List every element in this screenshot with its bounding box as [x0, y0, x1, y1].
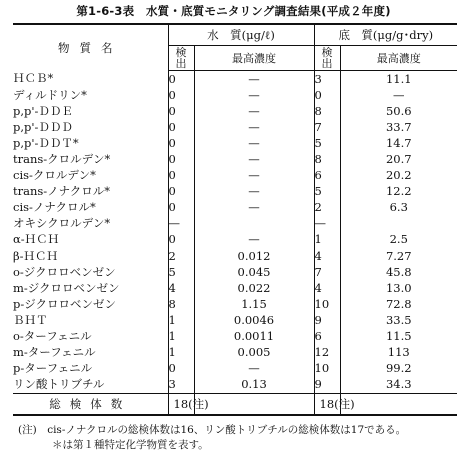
water-max-conc: — [194, 361, 314, 377]
water-detected: 0 [168, 71, 194, 88]
table-row [13, 312, 457, 328]
sediment-max-conc: 72.8 [385, 296, 412, 311]
sediment-detected: 7 [314, 119, 340, 135]
total-samples-label: 総検体数 [13, 393, 168, 415]
sediment-detected: 4 [314, 248, 340, 264]
water-detected: 0 [168, 135, 194, 151]
water-max-conc: 0.012 [194, 248, 314, 264]
substance-name: ＨＣＢ* [13, 71, 168, 88]
sediment-detected: 9 [314, 312, 340, 328]
sediment-detected: 6 [314, 329, 340, 345]
sediment-detected-header [314, 46, 340, 71]
sediment-max-conc: 20.2 [385, 168, 412, 183]
water-max-conc: — [194, 135, 314, 151]
water-quality-header: 水 質(μg/ℓ) [168, 24, 314, 46]
sediment-detected: 6 [314, 168, 340, 184]
water-detected-label-1: 検 [175, 46, 187, 59]
sediment-max-conc: 33.7 [385, 119, 412, 134]
table-caption: 第1-6-3表 水質・底質モニタリング調査結果(平成２年度) [76, 4, 391, 18]
substance-name: trans-ノナクロル* [13, 184, 168, 200]
water-max-conc: — [194, 87, 314, 103]
substance-name: p,p'-ＤＤＴ* [13, 135, 168, 151]
water-detected: 3 [168, 377, 194, 394]
substance-name: β-ＨＣＨ [13, 248, 168, 264]
table-row [13, 119, 457, 135]
table-row [13, 200, 457, 216]
sediment-max-conc: 99.2 [385, 361, 412, 376]
table-row [13, 184, 457, 200]
water-detected: — [168, 216, 194, 232]
water-max-conc: — [194, 168, 314, 184]
substance-name: o-ジクロロベンゼン [13, 264, 168, 280]
sediment-max-conc: 6.3 [389, 200, 408, 215]
sediment-detected: 12 [314, 345, 340, 361]
sediment-detected: 10 [314, 361, 340, 377]
substance-header: 物質名 [13, 24, 168, 71]
water-max-conc: — [194, 184, 314, 200]
sediment-detected: 5 [314, 184, 340, 200]
total-sediment-samples: 18(注) [314, 393, 340, 415]
water-detected: 0 [168, 168, 194, 184]
water-max-conc: 0.045 [194, 264, 314, 280]
water-detected: 0 [168, 232, 194, 248]
water-max-conc: 0.0011 [194, 329, 314, 345]
sediment-detected: 8 [314, 103, 340, 119]
table-row [13, 345, 457, 361]
table-notes [18, 423, 406, 453]
total-water-samples: 18(注) [168, 393, 194, 415]
table-row [13, 377, 457, 394]
water-max-conc: — [194, 151, 314, 167]
table-row [13, 280, 457, 296]
sediment-max-conc: 11.1 [385, 71, 412, 86]
sediment-max-conc: 45.8 [385, 264, 412, 279]
sediment-detected: 2 [314, 200, 340, 216]
note-line-1: (注) cis-ノナクロルの総検体数は16、リン酸トリブチルの総検体数は17である。 [18, 424, 407, 436]
water-detected: 0 [168, 87, 194, 103]
sediment-max-conc: 2.5 [389, 232, 408, 247]
substance-name: m-ジクロロベンゼン [13, 280, 168, 296]
table-row [13, 361, 457, 377]
table-row [13, 87, 457, 103]
sediment-max-conc: 34.3 [385, 377, 412, 392]
water-max-conc: — [194, 71, 314, 88]
sediment-max-conc: 7.27 [385, 248, 412, 263]
water-max-conc: — [194, 119, 314, 135]
substance-name: o-ターフェニル [13, 329, 168, 345]
substance-name: p,p'-ＤＤＤ [13, 119, 168, 135]
table-row [13, 71, 457, 88]
water-max-conc: 0.005 [194, 345, 314, 361]
sediment-detected: 1 [314, 232, 340, 248]
sediment-header: 底 質(μg/g･dry) [314, 24, 457, 46]
water-detected: 1 [168, 345, 194, 361]
water-detected-label-2: 出 [175, 57, 187, 70]
substance-name: cis-クロルデン* [13, 168, 168, 184]
water-detected: 0 [168, 151, 194, 167]
substance-name: trans-クロルデン* [13, 151, 168, 167]
table-row [13, 135, 457, 151]
sediment-detected: 10 [314, 296, 340, 312]
water-detected-header [168, 46, 194, 71]
water-max-conc: — [194, 103, 314, 119]
water-max-conc: 0.13 [194, 377, 314, 394]
water-max-conc: 0.0046 [194, 312, 314, 328]
sediment-detected: 3 [314, 71, 340, 88]
table-row [13, 103, 457, 119]
water-max-conc [194, 216, 314, 232]
sediment-max-conc: 50.6 [385, 103, 412, 118]
sediment-detected: 7 [314, 264, 340, 280]
substance-name: リン酸トリブチル [13, 377, 168, 394]
water-detected: 1 [168, 312, 194, 328]
water-max-conc: — [194, 232, 314, 248]
sediment-detected: — [314, 216, 340, 232]
sediment-max-conc: 13.0 [385, 280, 412, 295]
monitoring-results-table [13, 23, 457, 416]
substance-name: α-ＨＣＨ [13, 232, 168, 248]
substance-name: p-ジクロロベンゼン [13, 296, 168, 312]
water-max-conc: 1.15 [194, 296, 314, 312]
water-detected: 1 [168, 329, 194, 345]
table-row [13, 168, 457, 184]
table-row [13, 329, 457, 345]
table-row [13, 296, 457, 312]
note-line-2: ＊は第１種特定化学物質を表す。 [52, 439, 209, 451]
water-detected: 8 [168, 296, 194, 312]
sediment-detected: 5 [314, 135, 340, 151]
sediment-max-conc: 113 [387, 345, 410, 360]
substance-name: オキシクロルデン* [13, 216, 168, 232]
water-detected: 0 [168, 184, 194, 200]
table-body [13, 71, 457, 394]
table-row [13, 216, 457, 232]
table-row [13, 264, 457, 280]
water-detected: 2 [168, 248, 194, 264]
substance-name: m-ターフェニル [13, 345, 168, 361]
sediment-detected: 0 [314, 87, 340, 103]
sediment-max-conc: 12.2 [385, 184, 412, 199]
sediment-max-conc [340, 216, 457, 232]
sediment-max-conc: 14.7 [385, 135, 412, 150]
water-detected: 0 [168, 119, 194, 135]
table-row [13, 151, 457, 167]
sediment-detected-label-1: 検 [321, 46, 333, 59]
sediment-detected-label-2: 出 [321, 57, 333, 70]
substance-name: p-ターフェニル [13, 361, 168, 377]
substance-name: p,p'-ＤＤＥ [13, 103, 168, 119]
substance-name: ＢＨＴ [13, 312, 168, 328]
water-detected: 4 [168, 280, 194, 296]
total-sediment-empty [340, 393, 457, 415]
sediment-max-conc: — [393, 87, 405, 102]
water-max-conc: 0.022 [194, 280, 314, 296]
water-detected: 0 [168, 361, 194, 377]
water-detected: 0 [168, 200, 194, 216]
water-max-conc-header: 最高濃度 [194, 46, 314, 71]
sediment-detected: 4 [314, 280, 340, 296]
total-water-empty [194, 393, 314, 415]
table-row [13, 232, 457, 248]
sediment-max-conc: 33.5 [385, 312, 412, 327]
sediment-detected: 8 [314, 151, 340, 167]
sediment-max-conc: 11.5 [385, 329, 412, 344]
sediment-detected: 9 [314, 377, 340, 394]
water-max-conc: — [194, 200, 314, 216]
substance-name: cis-ノナクロル* [13, 200, 168, 216]
sediment-max-conc-header: 最高濃度 [340, 46, 457, 71]
sediment-max-conc: 20.7 [385, 152, 412, 167]
water-detected: 0 [168, 103, 194, 119]
substance-name: ディルドリン* [13, 87, 168, 103]
water-detected: 5 [168, 264, 194, 280]
table-row [13, 248, 457, 264]
